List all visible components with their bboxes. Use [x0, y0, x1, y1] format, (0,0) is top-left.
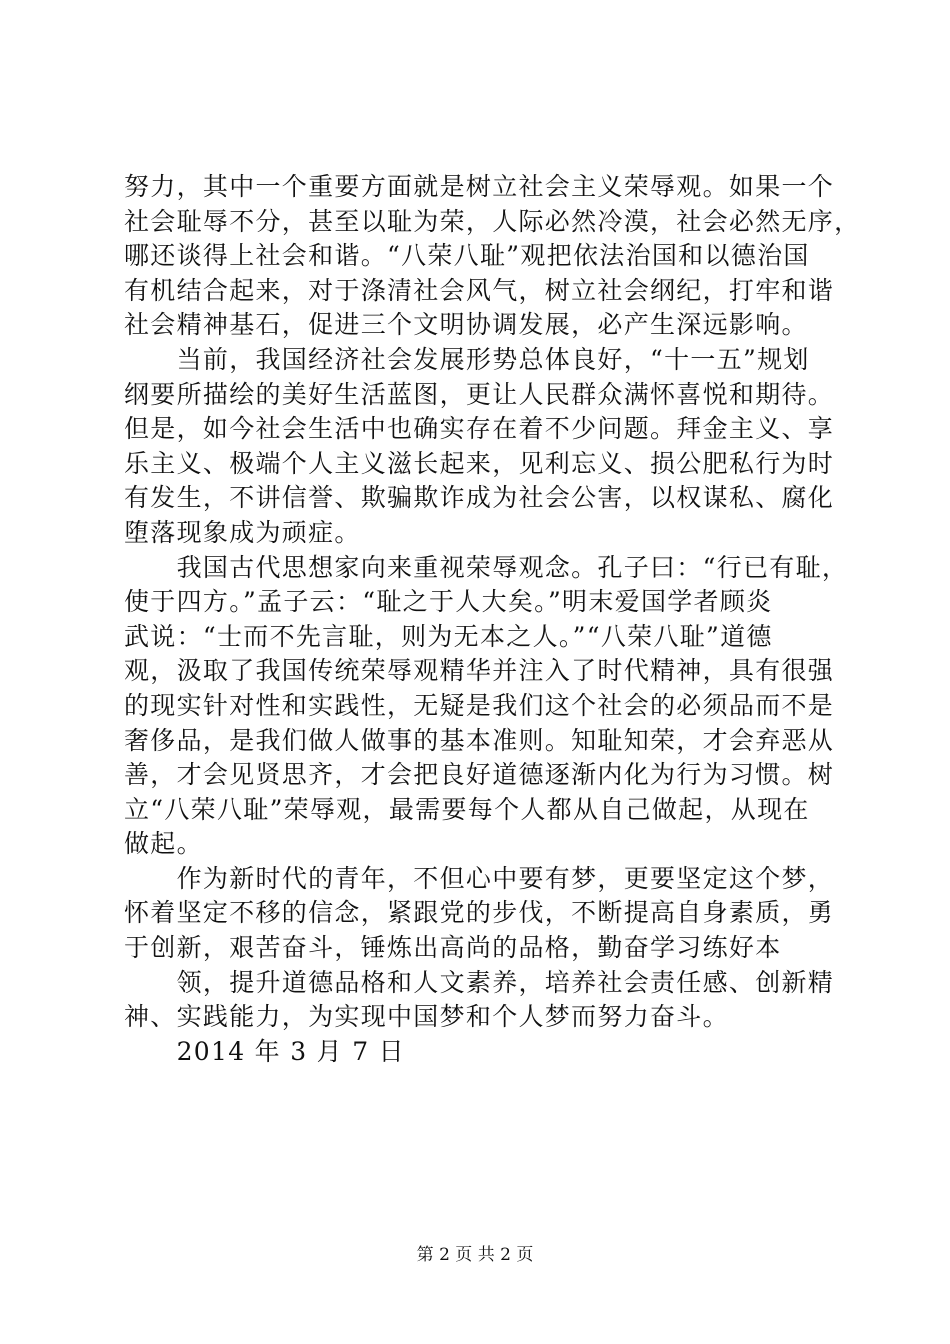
text-line: 做起。 [124, 829, 203, 859]
text-line: 善，才会见贤思齐，才会把良好道德逐渐内化为行为习惯。树 [124, 760, 835, 790]
date-line: 2014 年 3 月 7 日 [124, 1036, 405, 1066]
text-line: 堕落现象成为顽症。 [124, 517, 361, 547]
body-text [124, 170, 861, 1069]
text-line: 奢侈品，是我们做人做事的基本准则。知耻知荣，才会弃恶从 [124, 725, 835, 755]
text-line: 于创新，艰苦奋斗，锤炼出高尚的品格，勤奋学习练好本 [124, 933, 782, 963]
text-line: 武说：“士而不先言耻，则为无本之人。”“八荣八耻”道德 [124, 621, 773, 651]
text-line: 但是，如今社会生活中也确实存在着不少问题。拜金主义、享 [124, 414, 835, 444]
text-line: 乐主义、极端个人主义滋长起来，见利忘义、损公肥私行为时 [124, 448, 835, 478]
text-line: 使于四方。”孟子云：“耻之于人大矣。”明末爱国学者顾炎 [124, 587, 773, 617]
text-line: 怀着坚定不移的信念，紧跟党的步伐，不断提高自身素质，勇 [124, 898, 835, 928]
page-footer [0, 1244, 950, 1266]
text-line: 领，提升道德品格和人文素养，培养社会责任感、创新精 [124, 967, 835, 997]
text-line: 神、实践能力，为实现中国梦和个人梦而努力奋斗。 [124, 1002, 729, 1032]
text-line: 当前，我国经济社会发展形势总体良好，“十一五”规划 [124, 344, 810, 374]
text-line: 的现实针对性和实践性，无疑是我们这个社会的必须品而不是 [124, 690, 835, 720]
text-line: 作为新时代的青年，不但心中要有梦，更要坚定这个梦， [124, 863, 835, 893]
text-line: 有机结合起来，对于涤清社会风气，树立社会纲纪，打牢和谐 [124, 275, 835, 305]
page-number-label: 第 2 页 共 2 页 [416, 1245, 534, 1265]
text-line: 哪还谈得上社会和谐。“八荣八耻”观把依法治国和以德治国 [124, 241, 810, 271]
text-line: 我国古代思想家向来重视荣辱观念。孔子曰：“行已有耻， [124, 552, 849, 582]
text-line: 观，汲取了我国传统荣辱观精华并注入了时代精神，具有很强 [124, 656, 835, 686]
text-line: 有发生，不讲信誉、欺骗欺诈成为社会公害，以权谋私、腐化 [124, 483, 835, 513]
text-line: 社会精神基石，促进三个文明协调发展，必产生深远影响。 [124, 310, 808, 340]
text-line: 社会耻辱不分，甚至以耻为荣，人际必然冷漠，社会必然无序， [124, 206, 861, 236]
text-line: 纲要所描绘的美好生活蓝图，更让人民群众满怀喜悦和期待。 [124, 379, 835, 409]
text-line: 努力，其中一个重要方面就是树立社会主义荣辱观。如果一个 [124, 172, 835, 201]
text-line: 立“八荣八耻”荣辱观，最需要每个人都从自己做起，从现在 [124, 794, 810, 824]
